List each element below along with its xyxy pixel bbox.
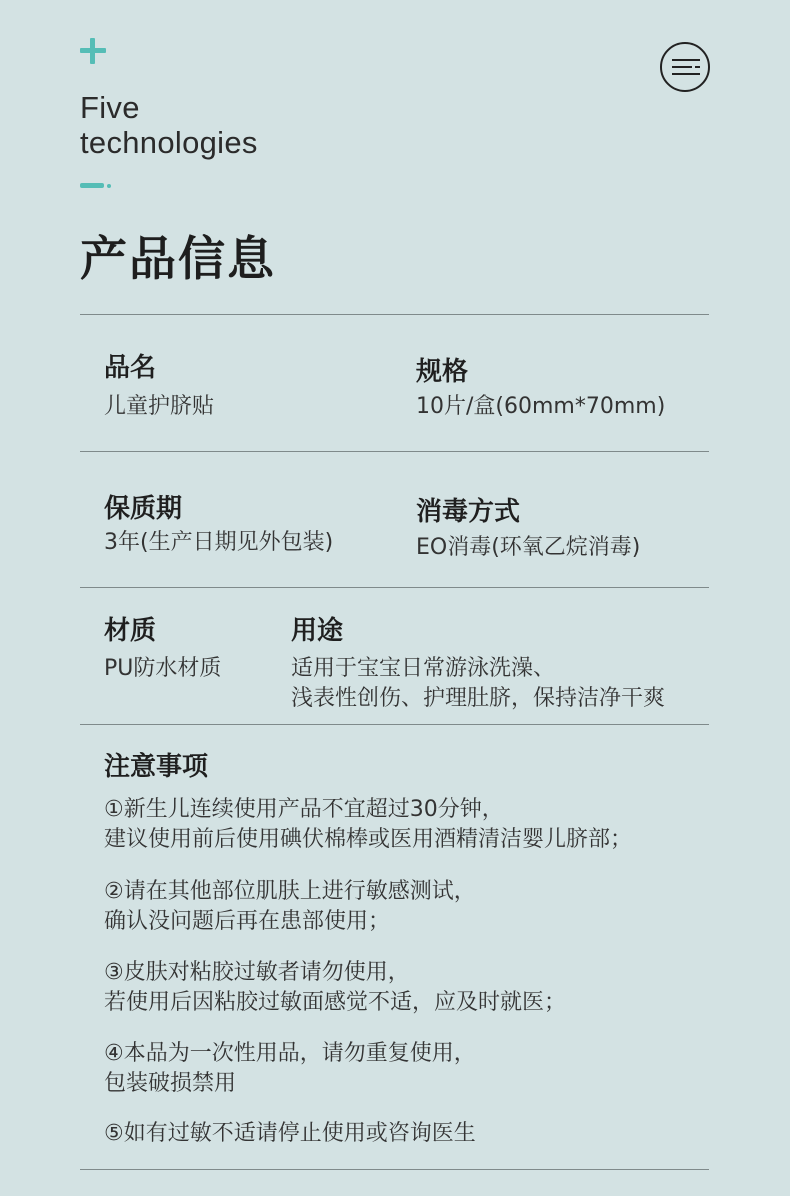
material-label: 材质 — [104, 616, 157, 646]
divider — [80, 587, 709, 588]
notice-item — [104, 795, 632, 855]
divider — [80, 1169, 709, 1170]
usage-value-line-2: 浅表性创伤、护理肚脐，保持洁净干爽 — [291, 686, 666, 711]
notice-item-line-1: ③皮肤对粘胶过敏者请勿使用， — [104, 960, 410, 985]
page-title: 产品信息 — [80, 232, 276, 287]
notice-item-line-2: 若使用后因粘胶过敏面感觉不适，应及时就医； — [104, 990, 567, 1015]
divider — [80, 724, 709, 725]
accent-dot — [107, 184, 111, 188]
name-label: 品名 — [104, 353, 157, 383]
divider — [80, 451, 709, 452]
divider — [80, 314, 709, 315]
shelf-life-value: 3年(生产日期见外包装) — [104, 530, 334, 555]
usage-value-line-1: 适用于宝宝日常游泳洗澡、 — [291, 656, 556, 681]
notice-title: 注意事项 — [104, 752, 209, 782]
spec-value: 10片/盒(60mm*70mm) — [416, 394, 666, 419]
sterilization-label: 消毒方式 — [416, 497, 521, 527]
name-value: 儿童护脐贴 — [104, 394, 215, 419]
brand-name — [80, 90, 258, 160]
accent-dash — [80, 183, 104, 188]
brand-line-2: technologies — [80, 125, 258, 160]
material-value: PU防水材质 — [104, 656, 222, 681]
menu-button[interactable] — [660, 42, 710, 92]
notice-item-line-2: 建议使用前后使用碘伏棉棒或医用酒精清洁婴儿脐部； — [104, 827, 633, 852]
shelf-life-label: 保质期 — [104, 494, 183, 524]
sterilization-value: EO消毒(环氧乙烷消毒) — [416, 535, 641, 560]
brand-line-1: Five — [80, 90, 140, 125]
notice-item-line-1: ②请在其他部位肌肤上进行敏感测试， — [104, 879, 476, 904]
plus-icon — [80, 38, 106, 64]
notice-item-line-1: ⑤如有过敏不适请停止使用或咨询医生 — [104, 1121, 476, 1146]
notice-item — [104, 1039, 476, 1099]
notice-item-line-2: 确认没问题后再在患部使用； — [104, 909, 391, 934]
usage-label: 用途 — [291, 616, 344, 646]
notice-item-line-1: ①新生儿连续使用产品不宜超过30分钟， — [104, 797, 504, 822]
notice-item — [104, 958, 566, 1018]
notice-item-line-1: ④本品为一次性用品，请勿重复使用， — [104, 1041, 476, 1066]
notice-item-line-2: 包装破损禁用 — [104, 1071, 237, 1096]
spec-label: 规格 — [416, 357, 469, 387]
menu-icon — [672, 57, 700, 77]
notice-item — [104, 877, 476, 937]
notice-item — [104, 1119, 476, 1149]
